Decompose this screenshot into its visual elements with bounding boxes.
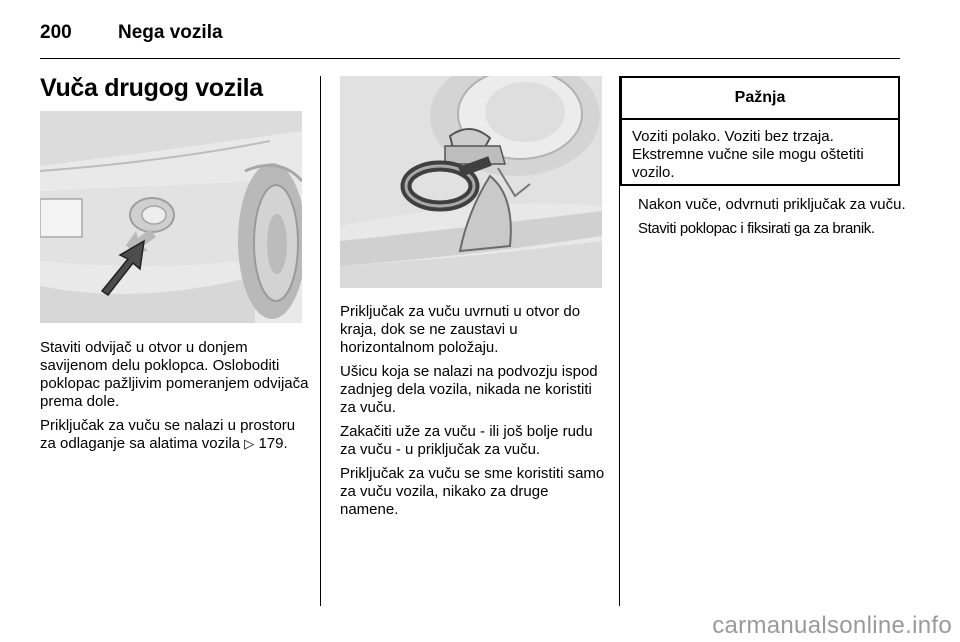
towing-eye-illustration-icon — [340, 76, 602, 288]
paragraph: Zakačiti uže za vuču - ili još bolje rudu za vuču - u priključak za vuču. — [340, 423, 593, 458]
paragraph: Nakon vuče, odvrnuti priključak za vuču. — [638, 196, 906, 213]
paragraph-text: Priključak za vuču se nalazi u prostoru za odlaganje sa alatima vozila — [40, 417, 296, 452]
page-number: 200 — [40, 22, 72, 43]
column-divider-1 — [320, 76, 321, 606]
paragraph: Priključak za vuču uvrnuti u otvor do kraja, dok se ne zaustavi u horizontalnom položaju. — [340, 303, 581, 356]
paragraph: Priključak za vuču se sme koristiti samo za vuču vozila, nikako za druge namene. — [340, 465, 605, 518]
figure-towing-eye — [340, 76, 602, 288]
caution-body: Voziti polako. Voziti bez trzaja. Ekstremne vučne sile mogu oštetiti vozilo. — [632, 128, 864, 181]
paragraph: Staviti poklopac i fiksirati ga za branik. — [638, 220, 875, 237]
paragraph: Ušicu koja se nalazi na podvozju ispod zadnjeg dela vozila, nikada ne koristiti za vuču. — [340, 363, 598, 416]
paragraph-with-reference — [40, 417, 315, 453]
paragraph: Staviti odvijač u otvor u donjem savijenom delu poklopca. Osloboditi poklopac pažljivim pomeranjem odvijača prema dole. — [40, 339, 309, 410]
bumper-cover-arrow-illustration-icon — [40, 111, 302, 323]
caution-box — [620, 76, 900, 186]
section-title: Vuča drugog vozila — [40, 74, 263, 102]
header-rule — [40, 58, 900, 59]
running-title: Nega vozila — [118, 22, 223, 43]
cross-reference-triangle-icon: ▷ — [244, 436, 255, 451]
page-reference: 179. — [258, 435, 288, 452]
column-1-text — [40, 339, 315, 459]
column-2-text — [340, 303, 610, 525]
column-3-text — [638, 196, 906, 244]
caution-heading: Pažnja — [622, 78, 898, 120]
figure-bumper-cover — [40, 111, 302, 323]
page-header — [40, 18, 900, 58]
watermark: carmanualsonline.info — [712, 612, 952, 639]
